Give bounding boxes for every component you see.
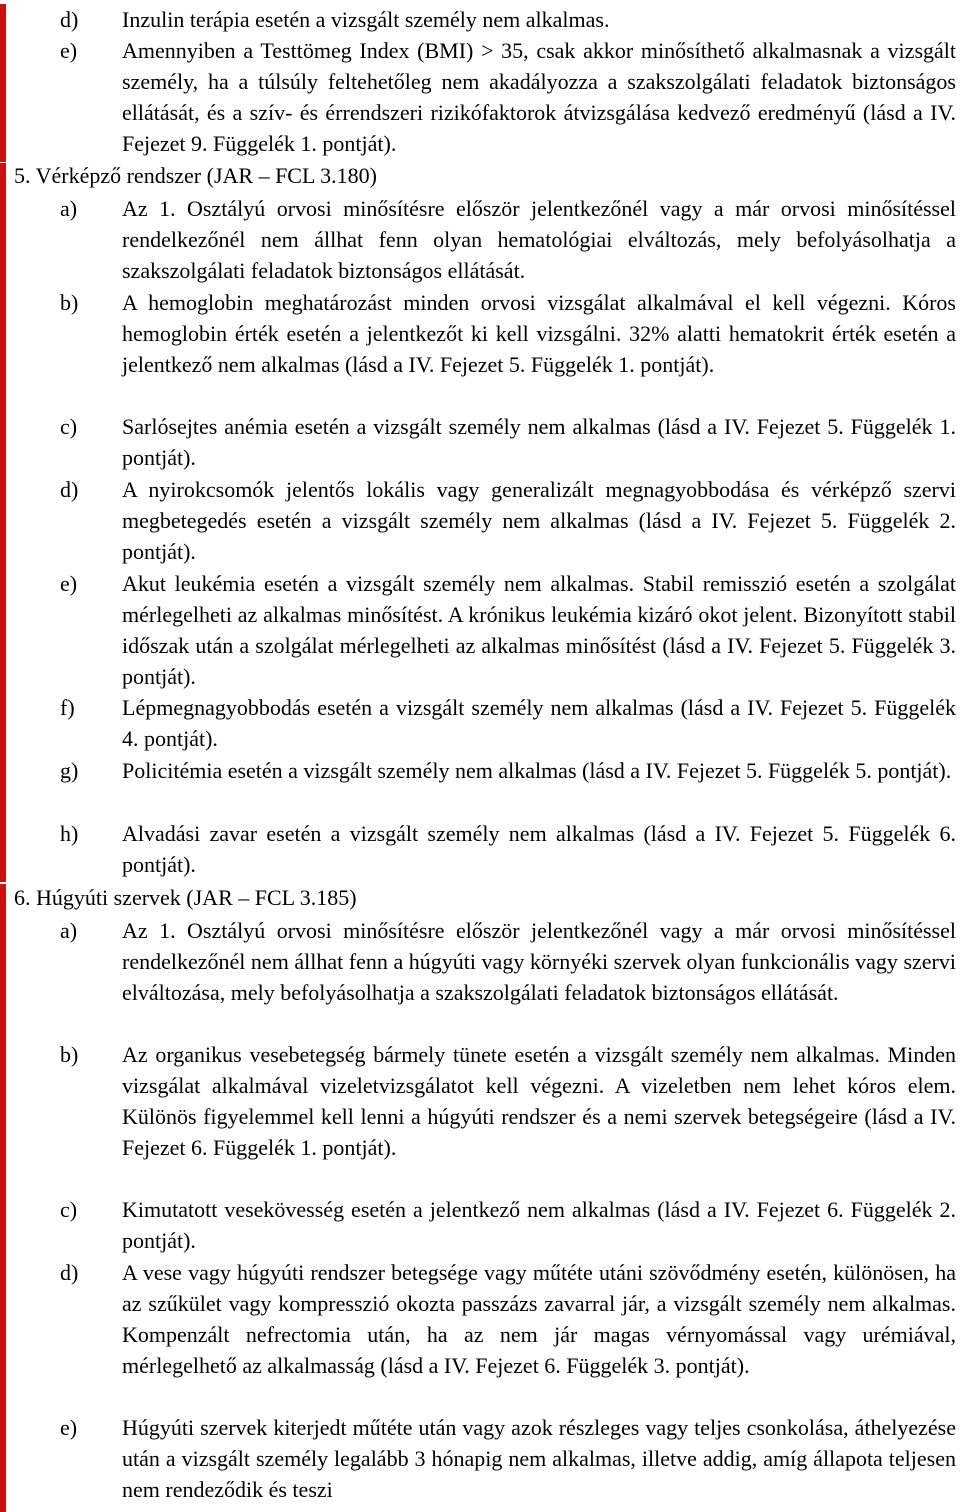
list-item xyxy=(60,915,956,1008)
list-item-text: A hemoglobin meghatározást minden orvosi vizsgálat alkalmával el kell végezni. Kóros hemoglobin érték esetén a jelentkezőt ki kell vizsgálni. 32% alatti hematokrit érték esetén a jelentkező nem alkalmas (lásd a IV. Fejezet 5. Függelék 1. pontját). xyxy=(122,290,956,377)
list-item xyxy=(60,4,956,35)
list-item xyxy=(60,1039,956,1163)
list-item-label: f) xyxy=(60,695,75,720)
list-item-label: d) xyxy=(60,477,79,502)
change-bar xyxy=(0,188,6,882)
list-item xyxy=(60,818,956,880)
list-item-label: g) xyxy=(60,758,79,783)
list-item-text: Lépmegnagyobbodás esetén a vizsgált személy nem alkalmas (lásd a IV. Fejezet 5. Függelék 4. pontját). xyxy=(122,695,956,751)
list-item-label: d) xyxy=(60,1260,79,1285)
list-item-label: a) xyxy=(60,196,78,221)
list-item-label: b) xyxy=(60,290,79,315)
list-item-text: Akut leukémia esetén a vizsgált személy nem alkalmas. Stabil remisszió esetén a szolgálat mérlegelheti az alkalmas minősítést. A krónikus leukémia kizáró okot jelent. Bizonyított stabil időszak után a szolgálat mérlegelheti az alkalmas minősítést (lásd a IV. Fejezet 5. Függelék 3. pontját). xyxy=(122,571,956,689)
list-item-text: Policitémia esetén a vizsgált személy nem alkalmas (lásd a IV. Fejezet 5. Függelék 5. pontját). xyxy=(122,758,952,783)
list-item-text: A nyirokcsomók jelentős lokális vagy generalizált megnagyobbodása és vérképző szervi megbetegedés esetén a vizsgált személy nem alkalmas (lásd a IV. Fejezet 5. Függelék 2. pontját). xyxy=(122,477,956,564)
list-item-label: h) xyxy=(60,821,79,846)
list-item-text: Inzulin terápia esetén a vizsgált személy nem alkalmas. xyxy=(122,7,610,32)
change-bar xyxy=(0,163,6,188)
list-item xyxy=(60,35,956,159)
list-item xyxy=(60,411,956,473)
list-item-text: Sarlósejtes anémia esetén a vizsgált személy nem alkalmas (lásd a IV. Fejezet 5. Függelék 1. pontját). xyxy=(122,414,956,470)
change-bar xyxy=(0,909,6,1512)
list-item-label: b) xyxy=(60,1042,79,1067)
change-bar xyxy=(0,4,6,162)
section-heading: 5. Vérképző rendszer (JAR – FCL 3.180) xyxy=(14,163,377,188)
section-heading: 6. Húgyúti szervek (JAR – FCL 3.185) xyxy=(14,885,357,910)
list-item-text: Az 1. Osztályú orvosi minősítésre először jelentkezőnél vagy a már orvosi minősítéssel rendelkezőnél nem állhat fenn olyan hematológiai elváltozás, mely befolyásolhatja a szakszolgálati feladatok biztonságos ellátását. xyxy=(122,196,956,283)
change-bar xyxy=(0,884,6,909)
list-item-text: Az 1. Osztályú orvosi minősítésre először jelentkezőnél vagy a már orvosi minősítéssel rendelkezőnél nem állhat fenn a húgyúti vagy környéki szervek olyan funkcionális vagy szervi elváltozása, mely befolyásolhatja a szakszolgálati feladatok biztonságos ellátását. xyxy=(122,918,956,1005)
list-item xyxy=(60,1194,956,1256)
list-item-text: Húgyúti szervek kiterjedt műtéte után vagy azok részleges vagy teljes csonkolása, áthelyezése után a vizsgált személy legalább 3 hónapig nem alkalmas, illetve addig, amíg állapota teljesen nem rendeződik és teszi xyxy=(122,1415,956,1502)
list-item-label: d) xyxy=(60,7,79,32)
list-item-text: A vese vagy húgyúti rendszer betegsége vagy műtéte utáni szövődmény esetén, különösen, ha az szűkület vagy kompresszió okozta passzázs zavarral jár, a vizsgált személy nem alkalmas. Kompenzált nefrectomia után, ha az nem jár magas vérnyomással vagy urémiával, mérlegelhető az alkalmasság (lásd a IV. Fejezet 6. Függelék 3. pontját). xyxy=(122,1260,956,1378)
list-item-label: e) xyxy=(60,571,78,596)
list-item-label: e) xyxy=(60,1415,78,1440)
list-item-text: Alvadási zavar esetén a vizsgált személy nem alkalmas (lásd a IV. Fejezet 5. Függelék 6. pontját). xyxy=(122,821,956,877)
list-item-label: c) xyxy=(60,414,78,439)
list-item xyxy=(60,755,956,786)
list-item-label: a) xyxy=(60,918,78,943)
list-item xyxy=(60,474,956,567)
list-item xyxy=(60,1412,956,1505)
list-item-label: c) xyxy=(60,1197,78,1222)
list-item-text: Kimutatott vesekövesség esetén a jelentkező nem alkalmas (lásd a IV. Fejezet 6. Függelék 2. pontját). xyxy=(122,1197,956,1253)
list-item-text: Az organikus vesebetegség bármely tünete esetén a vizsgált személy nem alkalmas. Minden vizsgálat alkalmával vizeletvizsgálatot kell végezni. A vizeletben nem lehet kóros elem. Különös figyelemmel kell lenni a húgyúti rendszer és a nemi szervek betegségeire (lásd a IV. Fejezet 6. Függelék 1. pontját). xyxy=(122,1042,956,1160)
list-item-label: e) xyxy=(60,38,78,63)
list-item-text: Amennyiben a Testtömeg Index (BMI) > 35, csak akkor minősíthető alkalmasnak a vizsgált személy, ha a túlsúly feltehetőleg nem akadályozza a szakszolgálati feladatok biztonságos ellátását, és a szív- és érrendszeri rizikófaktorok átvizsgálása kedvező eredményű (lásd a IV. Fejezet 9. Függelék 1. pontját). xyxy=(122,38,956,156)
list-item xyxy=(60,287,956,380)
list-item xyxy=(60,568,956,692)
list-item xyxy=(60,193,956,286)
list-item xyxy=(60,692,956,754)
list-item xyxy=(60,1257,956,1381)
